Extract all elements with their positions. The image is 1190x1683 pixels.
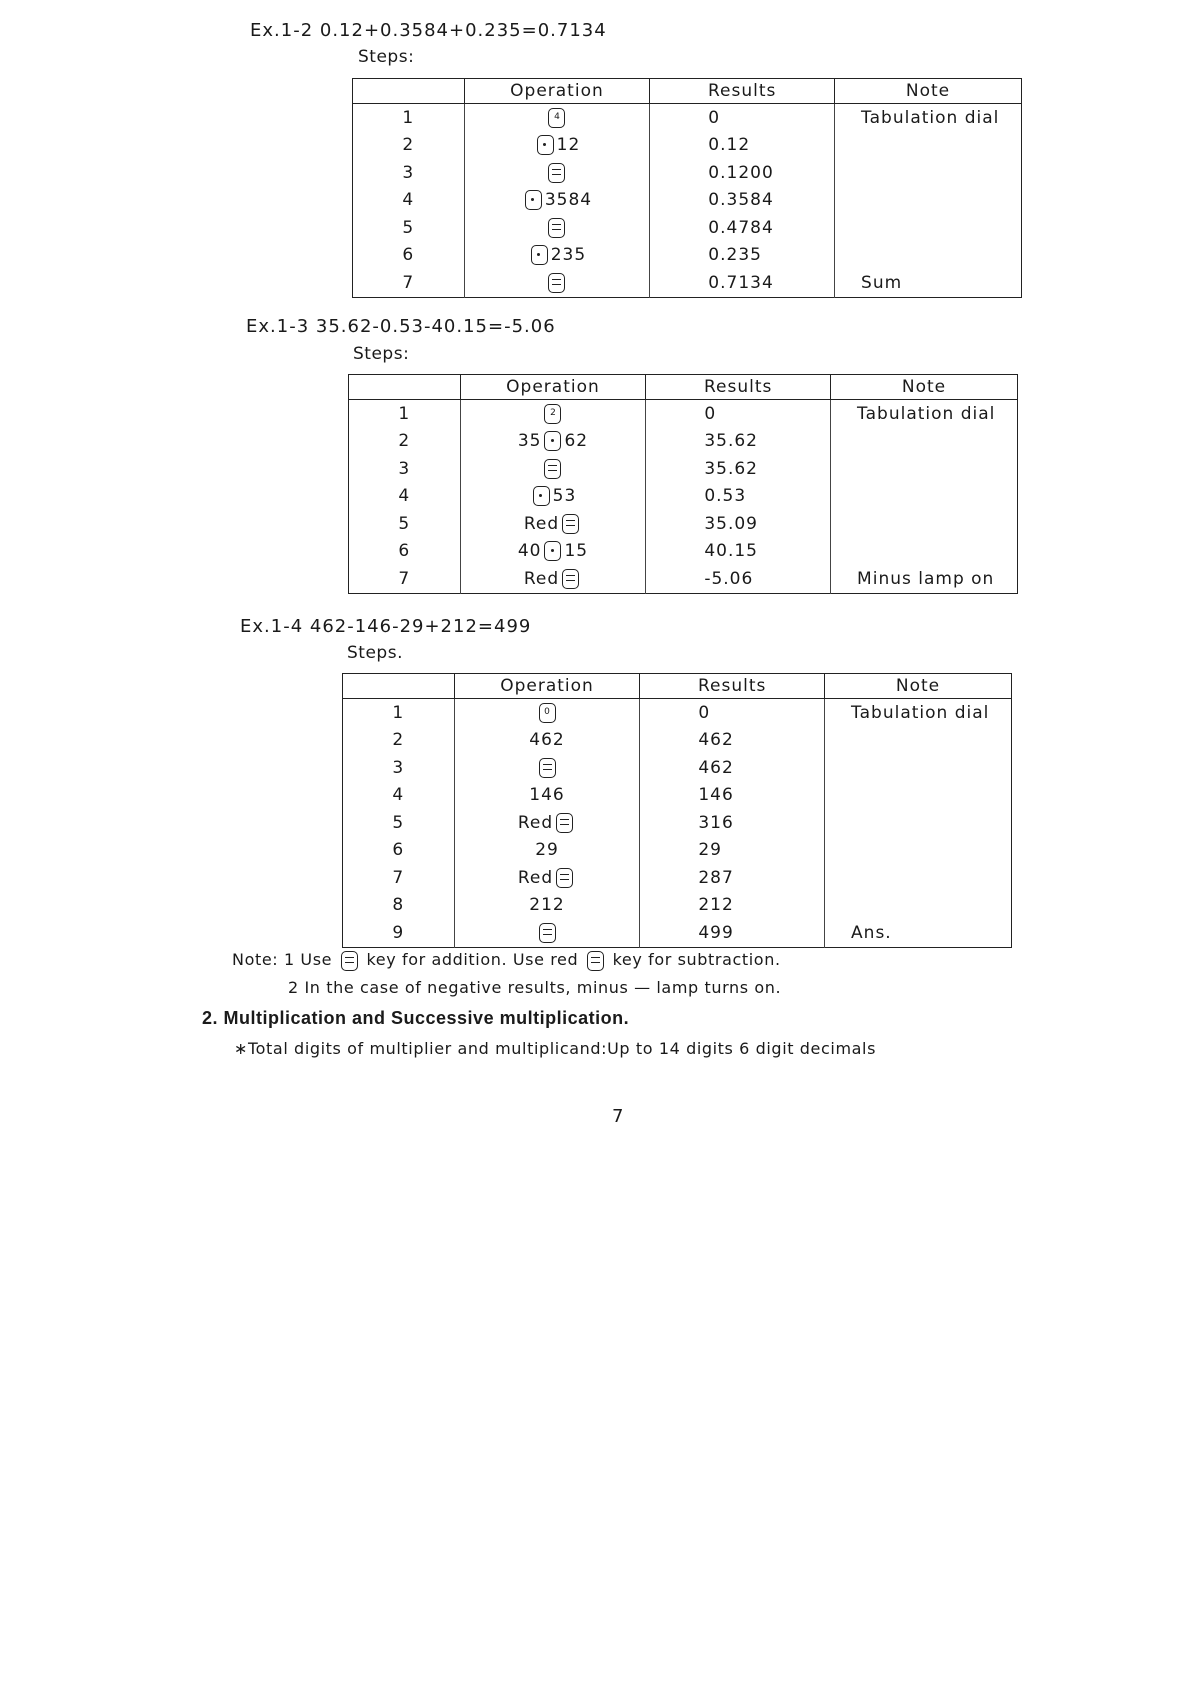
operation-cell [454, 864, 640, 892]
steps-table [348, 374, 1018, 594]
operation-prefix: Red [523, 568, 560, 589]
step-number: 3 [398, 458, 411, 479]
step-number: 7 [398, 568, 411, 589]
result-cell: 0 [650, 104, 835, 132]
note-cell [831, 510, 1018, 538]
equals-key-icon [548, 218, 565, 238]
step-number: 4 [398, 486, 411, 507]
tabulation-key-icon: 0 [539, 703, 556, 723]
step-number: 5 [402, 217, 415, 238]
column-header: Results [646, 375, 831, 400]
operation-suffix: 235 [550, 245, 587, 266]
operation-cell [464, 187, 650, 215]
step-number: 8 [392, 895, 405, 916]
result-cell: 0.235 [650, 242, 835, 270]
result-cell: 0.3584 [650, 187, 835, 215]
note-cell [831, 428, 1018, 456]
decimal-key-icon [531, 245, 548, 265]
equals-key-icon [539, 758, 556, 778]
note-cell [835, 242, 1022, 270]
note-cell [835, 132, 1022, 160]
step-number: 2 [402, 135, 415, 156]
section-heading: 2. Multiplication and Successive multiplication. [202, 1008, 630, 1028]
operation-cell [460, 510, 646, 538]
step-number: 5 [392, 812, 405, 833]
result-cell: 462 [640, 754, 825, 782]
note-cell [831, 483, 1018, 511]
table-row [343, 699, 1012, 727]
table-row [353, 214, 1022, 242]
operation-prefix: Red [517, 812, 554, 833]
header-row [349, 375, 1018, 400]
note-cell: Tabulation dial [825, 699, 1012, 727]
tabulation-key-icon: 4 [548, 108, 565, 128]
table-body [353, 104, 1022, 298]
note-text: key for addition. Use red [366, 950, 579, 969]
equals-key-icon [556, 868, 573, 888]
example-title: Ex.1-3 35.62-0.53-40.15=-5.06 [246, 316, 556, 337]
operation-prefix: Red [523, 513, 560, 534]
result-cell: 0 [640, 699, 825, 727]
note-line-2: 2 In the case of negative results, minus — lamp turns on. [288, 978, 782, 997]
table-row [343, 809, 1012, 837]
operation-suffix: 62 [564, 431, 589, 452]
example-title: Ex.1-4 462-146-29+212=499 [240, 616, 532, 637]
column-header: Note [825, 674, 1012, 699]
operation-suffix: 15 [564, 541, 589, 562]
note-cell [825, 782, 1012, 810]
table-row [349, 428, 1018, 456]
header-row [343, 674, 1012, 699]
note-text: key for subtraction. [612, 950, 781, 969]
column-header: Results [640, 674, 825, 699]
note-cell [835, 187, 1022, 215]
step-number: 5 [398, 513, 411, 534]
table-body [343, 699, 1012, 948]
note-cell [825, 837, 1012, 865]
result-cell: 212 [640, 892, 825, 920]
operation-prefix: Red [517, 867, 554, 888]
table-row [349, 538, 1018, 566]
decimal-key-icon [525, 190, 542, 210]
decimal-key-icon [544, 431, 561, 451]
decimal-key-icon [533, 486, 550, 506]
steps-table [342, 673, 1012, 948]
step-number: 4 [392, 785, 405, 806]
equals-key-icon [341, 951, 358, 971]
result-cell: 0.53 [646, 483, 831, 511]
table-row [353, 159, 1022, 187]
operation-suffix: 53 [552, 486, 577, 507]
table-header [353, 79, 1022, 104]
operation-cell [460, 538, 646, 566]
equals-key-icon [539, 923, 556, 943]
equals-key-icon [562, 569, 579, 589]
equals-key-icon [587, 951, 604, 971]
operation-cell [454, 809, 640, 837]
result-cell: 35.62 [646, 428, 831, 456]
table-row [353, 187, 1022, 215]
steps-label: Steps: [358, 47, 415, 67]
table-row [343, 919, 1012, 947]
table-row [343, 727, 1012, 755]
operation-cell [460, 455, 646, 483]
step-number: 2 [392, 730, 405, 751]
section-subtext: ∗Total digits of multiplier and multiplicand:Up to 14 digits 6 digit decimals [234, 1039, 877, 1058]
step-number: 7 [392, 867, 405, 888]
result-cell: 287 [640, 864, 825, 892]
note-cell: Tabulation dial [835, 104, 1022, 132]
result-cell: 462 [640, 727, 825, 755]
column-header: Operation [464, 79, 650, 104]
table-row [343, 864, 1012, 892]
table-row [353, 104, 1022, 132]
equals-key-icon [562, 514, 579, 534]
table-row [343, 892, 1012, 920]
operation-prefix: 146 [529, 785, 565, 806]
operation-cell [454, 837, 640, 865]
operation-suffix: 3584 [544, 190, 593, 211]
table-row [349, 565, 1018, 593]
steps-label: Steps. [347, 643, 403, 663]
table-row [353, 269, 1022, 297]
decimal-key-icon [537, 135, 554, 155]
note-cell [825, 892, 1012, 920]
operation-cell [464, 159, 650, 187]
operation-prefix: 40 [517, 541, 542, 562]
example-title: Ex.1-2 0.12+0.3584+0.235=0.7134 [250, 20, 607, 41]
note-cell [825, 727, 1012, 755]
column-header: Note [831, 375, 1018, 400]
table-row [343, 754, 1012, 782]
result-cell: 0.4784 [650, 214, 835, 242]
step-number: 9 [392, 922, 405, 943]
table-row [353, 132, 1022, 160]
table-row [349, 510, 1018, 538]
operation-suffix: 12 [556, 135, 581, 156]
note-cell [825, 864, 1012, 892]
operation-cell [454, 699, 640, 727]
step-number: 7 [402, 272, 415, 293]
operation-prefix: 35 [517, 431, 542, 452]
column-header: Operation [460, 375, 646, 400]
table-header [343, 674, 1012, 699]
result-cell: 35.62 [646, 455, 831, 483]
result-cell: 0.7134 [650, 269, 835, 297]
note-cell [835, 214, 1022, 242]
column-header [349, 375, 461, 400]
note-cell [825, 754, 1012, 782]
note-cell [825, 809, 1012, 837]
decimal-key-icon [544, 541, 561, 561]
note-cell: Minus lamp on [831, 565, 1018, 593]
steps-label: Steps: [353, 344, 410, 364]
result-cell: 35.09 [646, 510, 831, 538]
result-cell: 0.1200 [650, 159, 835, 187]
operation-cell [464, 104, 650, 132]
table-row [343, 837, 1012, 865]
result-cell: 316 [640, 809, 825, 837]
result-cell: 40.15 [646, 538, 831, 566]
tabulation-key-icon: 2 [544, 404, 561, 424]
operation-cell [454, 754, 640, 782]
column-header [343, 674, 455, 699]
note-text: Note: 1 Use [232, 950, 333, 969]
table-row [349, 483, 1018, 511]
equals-key-icon [548, 163, 565, 183]
step-number: 4 [402, 190, 415, 211]
operation-cell [454, 919, 640, 947]
note-cell [831, 455, 1018, 483]
operation-cell [464, 214, 650, 242]
operation-cell [460, 400, 646, 428]
table-row [349, 400, 1018, 428]
operation-cell [464, 242, 650, 270]
step-number: 6 [398, 541, 411, 562]
column-header: Operation [454, 674, 640, 699]
page-number: 7 [612, 1106, 624, 1127]
note-cell [831, 538, 1018, 566]
step-number: 1 [392, 702, 405, 723]
result-cell: 0 [646, 400, 831, 428]
operation-cell [454, 727, 640, 755]
table-header [349, 375, 1018, 400]
steps-table [352, 78, 1022, 298]
step-number: 3 [392, 757, 405, 778]
note-cell: Ans. [825, 919, 1012, 947]
operation-cell [464, 132, 650, 160]
operation-cell [460, 565, 646, 593]
result-cell: 146 [640, 782, 825, 810]
result-cell: 0.12 [650, 132, 835, 160]
operation-cell [454, 782, 640, 810]
operation-cell [460, 483, 646, 511]
operation-cell [454, 892, 640, 920]
result-cell: 499 [640, 919, 825, 947]
header-row [353, 79, 1022, 104]
operation-prefix: 212 [529, 895, 565, 916]
step-number: 1 [398, 403, 411, 424]
result-cell: -5.06 [646, 565, 831, 593]
table-body [349, 400, 1018, 594]
step-number: 6 [392, 840, 405, 861]
column-header: Results [650, 79, 835, 104]
step-number: 6 [402, 245, 415, 266]
table-row [349, 455, 1018, 483]
column-header [353, 79, 465, 104]
operation-prefix: 29 [535, 840, 559, 861]
note-cell [835, 159, 1022, 187]
step-number: 3 [402, 162, 415, 183]
step-number: 2 [398, 431, 411, 452]
column-header: Note [835, 79, 1022, 104]
operation-cell [464, 269, 650, 297]
operation-prefix: 462 [529, 730, 565, 751]
operation-cell [460, 428, 646, 456]
note-cell: Sum [835, 269, 1022, 297]
result-cell: 29 [640, 837, 825, 865]
step-number: 1 [402, 107, 415, 128]
note-line-1 [232, 950, 781, 971]
equals-key-icon [544, 459, 561, 479]
equals-key-icon [556, 813, 573, 833]
note-cell: Tabulation dial [831, 400, 1018, 428]
equals-key-icon [548, 273, 565, 293]
table-row [343, 782, 1012, 810]
table-row [353, 242, 1022, 270]
